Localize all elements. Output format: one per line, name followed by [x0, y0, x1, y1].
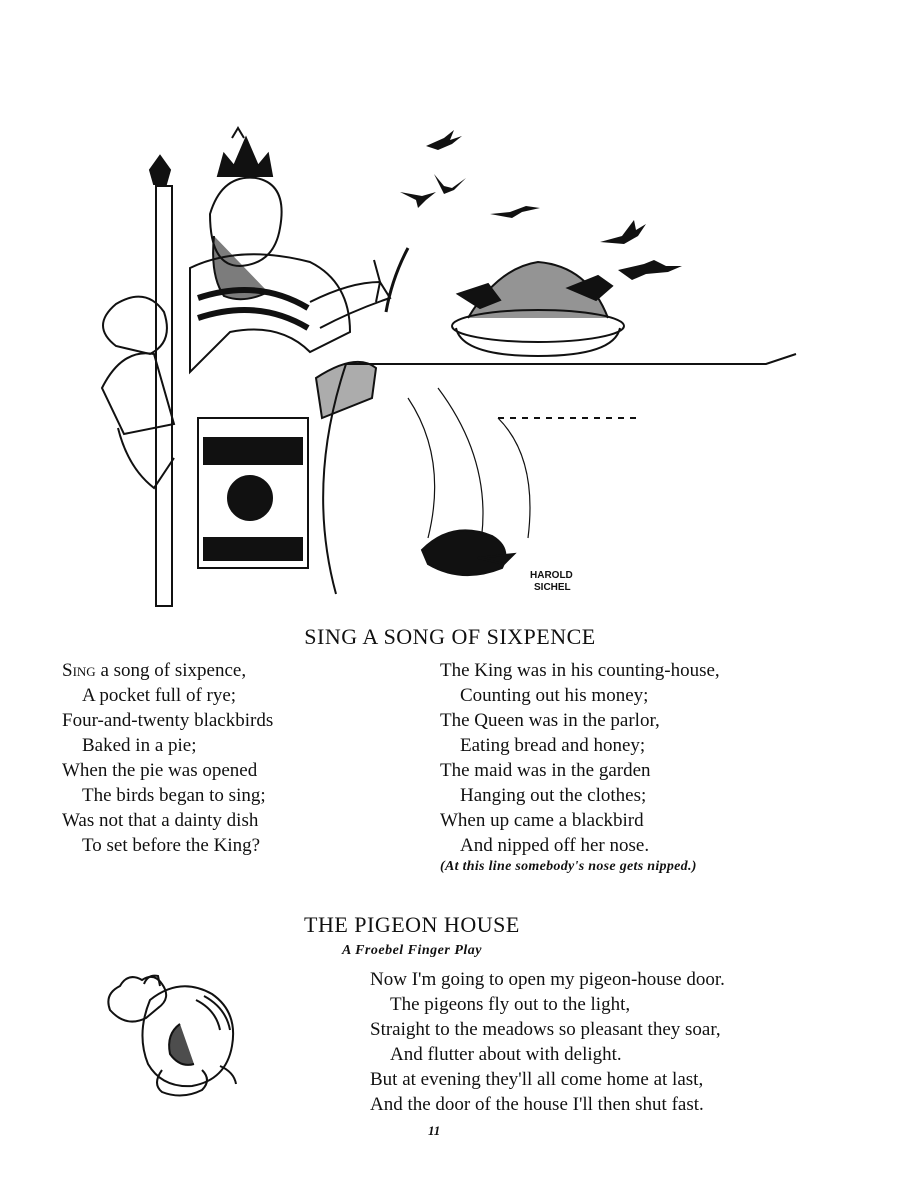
page-number: 11 [428, 1123, 441, 1138]
signature-line-2: SICHEL [534, 582, 571, 593]
blackbird-pie [452, 262, 624, 356]
poem-line: The birds began to sing; [82, 785, 266, 806]
poem-line: To set before the King? [82, 835, 261, 856]
poem-line: Straight to the meadows so pleasant they soar, [370, 1019, 721, 1040]
folded-hands-illustration [100, 970, 250, 1100]
stage-direction-note: (At this line somebody's nose gets nipped.) [440, 859, 697, 874]
table [323, 354, 796, 594]
poem-line: When the pie was opened [62, 760, 258, 781]
pigeon-house-poem [370, 967, 725, 1117]
poem-right-column [440, 658, 720, 858]
poem-title-pigeon-house: THE PIGEON HOUSE [304, 912, 520, 937]
poem-line [62, 658, 273, 683]
poem-line: The pigeons fly out to the light, [390, 994, 631, 1015]
signature-line-1: HAROLD [530, 570, 573, 581]
artist-signature [530, 570, 573, 593]
flying-birds [400, 130, 682, 280]
king-figure [190, 128, 408, 418]
poem-subtitle: A Froebel Finger Play [342, 943, 482, 958]
child-figure [102, 297, 174, 488]
poem-line: A pocket full of rye; [82, 685, 237, 706]
poem-line: Four-and-twenty blackbirds [62, 710, 274, 731]
poem-line: The maid was in the garden [440, 760, 651, 781]
poem-line: Counting out his money; [460, 685, 649, 706]
poem-line-text: a song of sixpence, [95, 660, 247, 681]
poem-line: Hanging out the clothes; [460, 785, 647, 806]
poem-line: But at evening they'll all come home at last, [370, 1069, 704, 1090]
poem-line: The King was in his counting-house, [440, 660, 720, 681]
poem-line: When up came a blackbird [440, 810, 644, 831]
poem-line: And nipped off her nose. [460, 835, 650, 856]
king-blackbird-pie-illustration [78, 118, 798, 610]
poem-line: Now I'm going to open my pigeon-house door. [370, 969, 725, 990]
poem-title-sing-a-song: SING A SONG OF SIXPENCE [304, 624, 596, 649]
fallen-blackbird [422, 530, 514, 575]
poem-line: And the door of the house I'll then shut fast. [370, 1094, 704, 1115]
poem-line: Baked in a pie; [82, 735, 197, 756]
poem-line: Was not that a dainty dish [62, 810, 259, 831]
poem-line: And flutter about with delight. [390, 1044, 622, 1065]
poem-line: Eating bread and honey; [460, 735, 646, 756]
poem-line: The Queen was in the parlor, [440, 710, 660, 731]
throne [150, 156, 308, 606]
poem-left-column [62, 658, 273, 858]
drop-word: Sing [62, 660, 96, 681]
